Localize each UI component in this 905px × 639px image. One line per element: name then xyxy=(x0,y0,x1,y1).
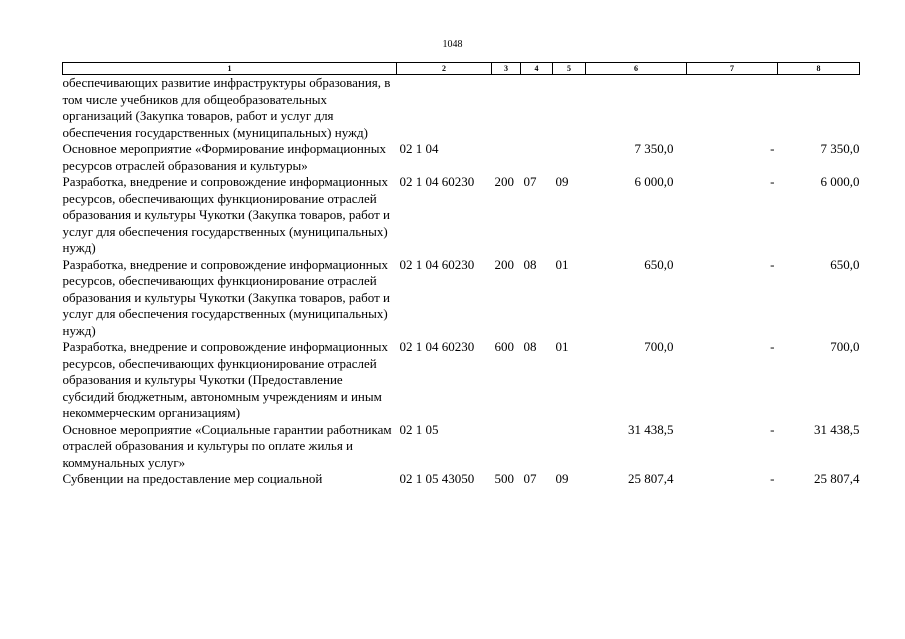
table-row xyxy=(63,339,860,422)
row-section: 08 xyxy=(523,339,537,354)
row-total: 7 350,0 xyxy=(820,141,860,156)
row-expense-type xyxy=(492,141,521,174)
row-change: - xyxy=(770,174,775,189)
row-amount xyxy=(586,75,687,142)
header-col-8: 8 xyxy=(778,63,860,75)
row-amount: 700,0 xyxy=(644,339,674,354)
row-expense-type: 600 xyxy=(494,339,514,354)
row-subsection: 01 xyxy=(555,256,569,272)
row-expense-type: 200 xyxy=(494,174,514,189)
header-col-1: 1 xyxy=(63,63,397,75)
header-col-7: 7 xyxy=(687,63,778,75)
row-total: 25 807,4 xyxy=(814,471,860,486)
row-code: 02 1 04 60230 xyxy=(399,174,475,189)
row-subsection: 09 xyxy=(555,174,569,189)
header-col-5: 5 xyxy=(553,63,586,75)
row-total: 650,0 xyxy=(830,256,860,272)
row-section xyxy=(521,422,553,472)
row-total xyxy=(778,75,860,142)
row-subsection: 01 xyxy=(555,339,569,354)
page-number: 1048 xyxy=(442,39,463,50)
row-change: - xyxy=(770,471,775,486)
row-name: обеспечивающих развитие инфраструктуры образования, в том числе учебников для общеобразовательных организаций (Закупка товаров, работ и услуг для обеспечения государственных (муниципальных) нужд) xyxy=(62,75,391,140)
row-name: Разработка, внедрение и сопровождение информационных ресурсов, обеспечивающих функционирование отраслей образования и культуры Чукотки (Предоставление субсидий бюджетным, автономным учреждениям и иным некоммерческим организациям) xyxy=(62,339,389,420)
budget-table xyxy=(62,62,860,488)
table-row xyxy=(63,471,860,488)
row-code: 02 1 04 60230 xyxy=(399,256,475,272)
row-amount: 31 438,5 xyxy=(628,421,674,437)
row-code: 02 1 05 xyxy=(399,421,439,437)
table-row xyxy=(63,257,860,340)
row-subsection xyxy=(553,141,586,174)
header-col-4: 4 xyxy=(521,63,553,75)
row-amount: 6 000,0 xyxy=(634,174,674,189)
row-amount: 25 807,4 xyxy=(628,471,674,486)
row-expense-type: 200 xyxy=(494,256,514,272)
row-expense-type: 500 xyxy=(494,471,514,486)
row-change xyxy=(687,75,778,142)
row-code: 02 1 04 60230 xyxy=(399,339,475,354)
row-change: - xyxy=(770,339,775,354)
row-code xyxy=(397,75,492,142)
row-subsection xyxy=(553,422,586,472)
table-row xyxy=(63,174,860,257)
row-name: Разработка, внедрение и сопровождение информационных ресурсов, обеспечивающих функционирование отраслей образования и культуры Чукотки (Закупка товаров, работ и услуг для обеспечения государственных (муниципальных) нужд) xyxy=(62,256,390,338)
row-amount: 650,0 xyxy=(644,256,674,272)
row-total: 700,0 xyxy=(830,339,860,354)
row-total: 6 000,0 xyxy=(820,174,860,189)
row-name: Субвенции на предоставление мер социальной xyxy=(62,471,323,486)
row-change: - xyxy=(770,141,775,156)
row-section: 07 xyxy=(523,174,537,189)
row-subsection: 09 xyxy=(555,471,569,486)
row-subsection xyxy=(553,75,586,142)
row-section: 08 xyxy=(523,256,537,272)
row-name: Основное мероприятие «Формирование информационных ресурсов отраслей образования и культуры» xyxy=(62,141,386,173)
table-row xyxy=(63,75,860,142)
row-expense-type xyxy=(492,422,521,472)
header-col-6: 6 xyxy=(586,63,687,75)
row-total: 31 438,5 xyxy=(814,421,860,437)
row-expense-type xyxy=(492,75,521,142)
header-row xyxy=(63,63,860,75)
row-section: 07 xyxy=(523,471,537,486)
table-row xyxy=(63,141,860,174)
row-code: 02 1 04 xyxy=(399,141,439,156)
row-change: - xyxy=(770,421,775,437)
header-col-3: 3 xyxy=(492,63,521,75)
header-col-2: 2 xyxy=(397,63,492,75)
row-section xyxy=(521,75,553,142)
row-change: - xyxy=(770,256,775,272)
table-row xyxy=(63,422,860,472)
row-name: Разработка, внедрение и сопровождение информационных ресурсов, обеспечивающих функционирование отраслей образования и культуры Чукотки (Закупка товаров, работ и услуг для обеспечения государственных (муниципальных) нужд) xyxy=(62,174,390,255)
row-amount: 7 350,0 xyxy=(634,141,674,156)
row-section xyxy=(521,141,553,174)
row-code: 02 1 05 43050 xyxy=(399,471,475,486)
row-name: Основное мероприятие «Социальные гарантии работникам отраслей образования и культуры по оплате жилья и коммунальных услуг» xyxy=(62,421,392,470)
